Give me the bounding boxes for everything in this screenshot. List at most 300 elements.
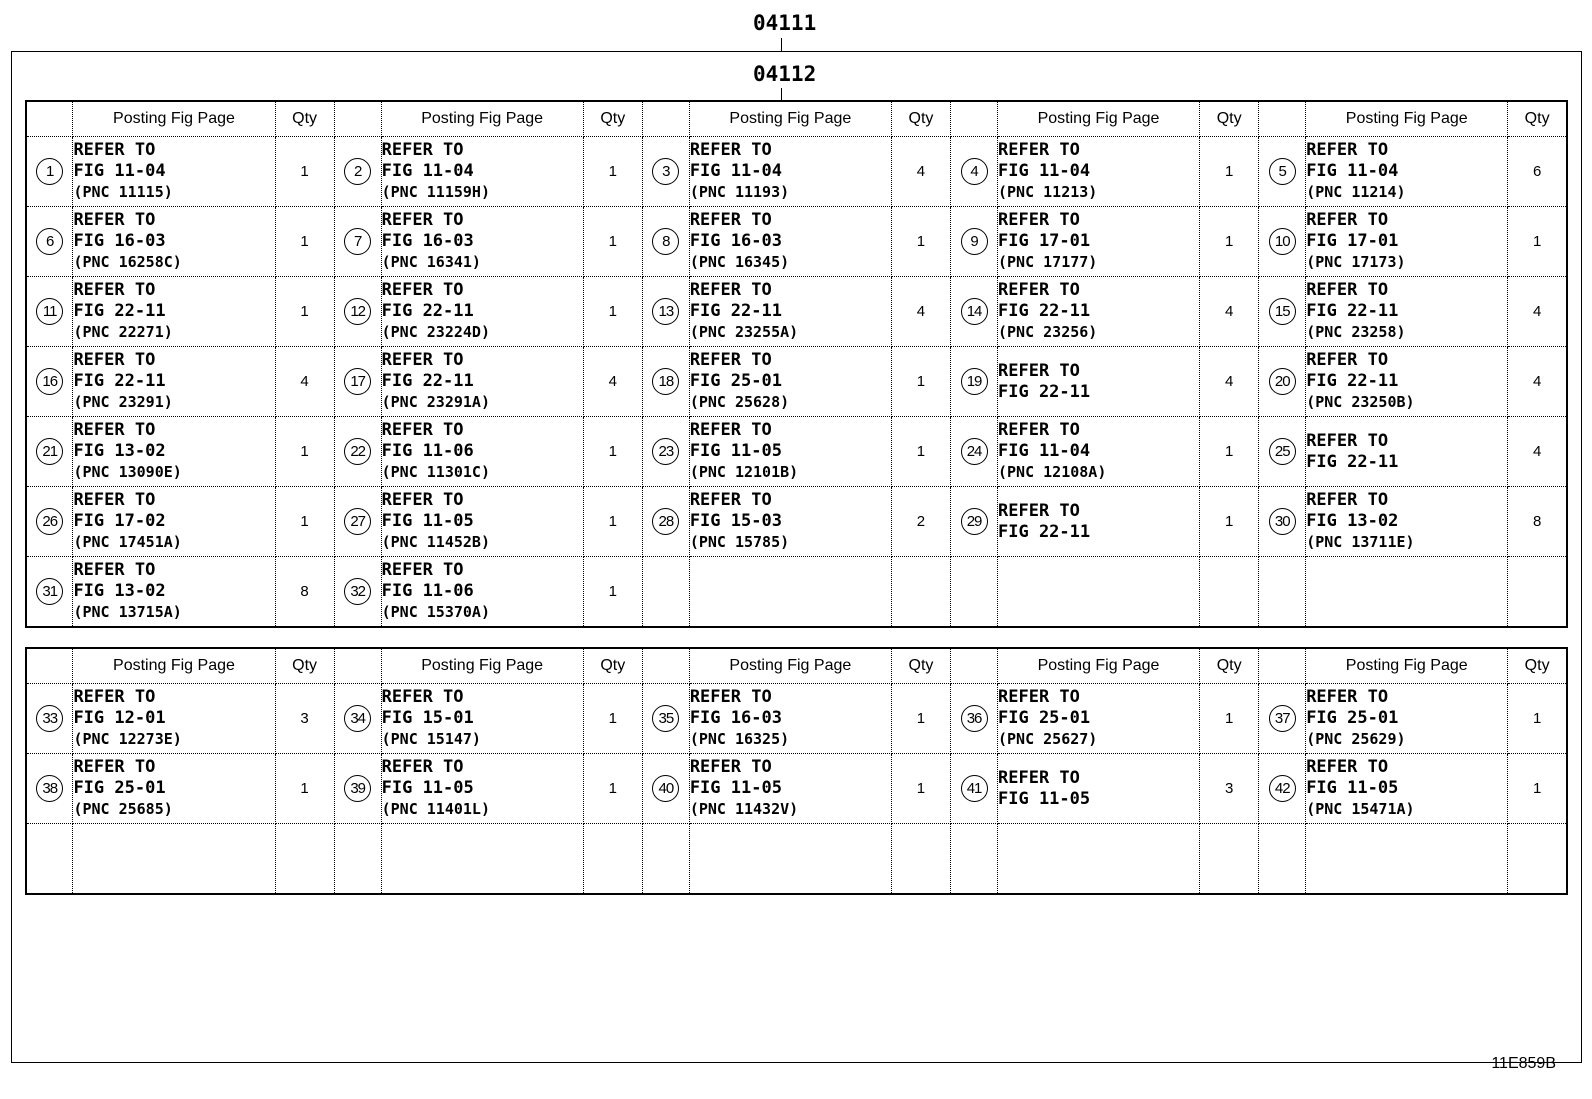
refer-to-text: REFER TO [1306,757,1389,777]
header-index-cell [26,101,73,137]
pnc-reference: (PNC 12273E) [73,730,182,748]
refer-to-text: REFER TO [998,500,1080,521]
header-qty: Qty [1508,101,1567,137]
pnc-reference: (PNC 11159H) [381,183,490,201]
pnc-reference: (PNC 23258) [1306,323,1406,341]
refer-to-text: REFER TO [689,420,772,440]
refer-to-text: REFER TO [381,280,464,300]
qty-cell: 1 [275,754,334,824]
refer-to-text: REFER TO [381,350,464,370]
posting-fig-page-cell [689,417,891,487]
callout-number-cell [951,487,998,557]
callout-number: 10 [1269,228,1296,255]
qty-cell: 1 [891,684,950,754]
refer-to-text: REFER TO [1306,140,1389,160]
callout-number-cell [26,207,73,277]
header-qty: Qty [275,101,334,137]
refer-to-text: REFER TO [381,757,464,777]
fig-reference: FIG 11-04 [73,161,166,181]
fig-reference: FIG 17-01 [1306,231,1399,251]
callout-number: 15 [1269,298,1296,325]
pnc-reference: (PNC 11214) [1306,183,1406,201]
callout-number-cell [334,487,381,557]
callout-number: 18 [652,368,679,395]
refer-to-text: REFER TO [998,210,1080,230]
pnc-reference: (PNC 16345) [689,253,790,271]
refer-to-text: REFER TO [689,210,772,230]
callout-number-cell [1259,557,1306,627]
fig-reference: FIG 13-02 [73,580,166,601]
qty-cell: 4 [1508,347,1567,417]
callout-number-cell [951,684,998,754]
callout-number: 30 [1269,508,1296,535]
qty-cell [1200,557,1259,627]
pnc-reference: (PNC 22271) [73,323,173,341]
table-header-row [26,101,1567,137]
callout-number-cell [951,137,998,207]
fig-reference: FIG 12-01 [73,708,166,728]
header-qty: Qty [1200,101,1259,137]
callout-number-cell [26,417,73,487]
header-posting-fig-page: Posting Fig Page [73,648,275,684]
callout-number-cell [334,824,381,894]
table-row [26,754,1567,824]
fig-reference: FIG 22-11 [381,371,474,391]
qty-cell: 1 [275,207,334,277]
refer-to-text: REFER TO [689,757,772,777]
posting-fig-page-cell [998,487,1200,557]
fig-reference: FIG 11-05 [689,441,782,461]
posting-fig-page-cell [689,137,891,207]
callout-number-cell [642,824,689,894]
qty-cell: 1 [583,754,642,824]
refer-to-text: REFER TO [73,210,156,230]
callout-number-cell [951,347,998,417]
callout-number-cell [334,137,381,207]
fig-reference: FIG 22-11 [1306,301,1399,321]
fig-reference: FIG 11-05 [381,511,474,531]
posting-fig-page-cell [689,557,891,627]
qty-cell: 1 [583,684,642,754]
table-row [26,207,1567,277]
callout-number-cell [951,824,998,894]
qty-cell: 1 [891,347,950,417]
posting-fig-page-cell [381,824,583,894]
header-qty: Qty [583,648,642,684]
posting-fig-page-cell [73,684,275,754]
fig-reference: FIG 22-11 [1306,371,1399,391]
posting-fig-page-cell [998,824,1200,894]
group-code-label: 04111 [753,11,817,35]
posting-fig-page-cell [689,487,891,557]
posting-fig-page-cell [1306,824,1508,894]
qty-cell: 1 [891,754,950,824]
illustration-code: 11E859B [1491,1055,1556,1072]
callout-number: 5 [1269,158,1296,185]
qty-cell: 1 [583,137,642,207]
posting-fig-page-cell [73,417,275,487]
header-posting-fig-page: Posting Fig Page [1306,648,1508,684]
header-qty: Qty [1200,648,1259,684]
fig-reference: FIG 16-03 [689,708,782,728]
callout-number: 12 [344,298,371,325]
posting-fig-page-cell [689,824,891,894]
fig-reference: FIG 11-06 [381,441,474,461]
fig-reference: FIG 25-01 [998,708,1091,728]
qty-cell: 1 [1200,207,1259,277]
callout-number-cell [951,417,998,487]
sub-code-label: 04112 [753,62,817,86]
posting-fig-page-cell [381,277,583,347]
posting-fig-page-cell [998,417,1200,487]
callout-number-cell [26,754,73,824]
qty-cell: 1 [1200,684,1259,754]
callout-number: 6 [36,228,63,255]
posting-fig-page-cell [381,557,583,627]
refer-to-text: REFER TO [73,350,156,370]
qty-cell: 1 [583,207,642,277]
pnc-reference: (PNC 11193) [689,183,790,201]
callout-number-cell [334,557,381,627]
table-row [26,137,1567,207]
qty-cell: 4 [1200,277,1259,347]
qty-cell: 1 [275,137,334,207]
posting-fig-page-cell [998,137,1200,207]
posting-fig-page-cell [381,137,583,207]
refer-to-text: REFER TO [1306,350,1389,370]
qty-cell: 4 [275,347,334,417]
pnc-reference: (PNC 11452B) [381,533,490,551]
posting-fig-page-cell [689,754,891,824]
posting-fig-page-cell [998,207,1200,277]
callout-number-cell [642,754,689,824]
fig-reference: FIG 22-11 [689,301,782,321]
qty-cell [1200,824,1259,894]
refer-to-text: REFER TO [689,687,772,707]
qty-cell: 4 [891,137,950,207]
pnc-reference: (PNC 11401L) [381,800,490,818]
callout-number: 38 [36,775,63,802]
pnc-reference: (PNC 11115) [73,183,173,201]
qty-cell [891,824,950,894]
refer-to-text: REFER TO [381,687,464,707]
qty-cell [1508,557,1567,627]
callout-number: 20 [1269,368,1296,395]
fig-reference: FIG 25-01 [73,778,166,798]
refer-to-text: REFER TO [1306,430,1389,451]
callout-number-cell [1259,824,1306,894]
header-posting-fig-page: Posting Fig Page [689,101,891,137]
refer-to-text: REFER TO [1306,687,1389,707]
refer-to-text: REFER TO [73,757,156,777]
qty-cell: 4 [583,347,642,417]
fig-reference: FIG 11-04 [998,441,1091,461]
pnc-reference: (PNC 17177) [998,253,1098,271]
fig-reference: FIG 13-02 [73,441,166,461]
refer-to-text: REFER TO [73,559,156,580]
callout-number: 22 [344,438,371,465]
qty-cell: 3 [275,684,334,754]
refer-to-text: REFER TO [73,140,156,160]
callout-number: 32 [344,578,371,605]
qty-cell: 4 [1508,417,1567,487]
qty-cell: 4 [1200,347,1259,417]
callout-number-cell [1259,137,1306,207]
callout-number: 9 [961,228,988,255]
fig-reference: FIG 11-04 [1306,161,1399,181]
fig-reference: FIG 11-06 [381,580,474,601]
posting-fig-page-cell [381,684,583,754]
header-qty: Qty [275,648,334,684]
callout-number-cell [642,347,689,417]
header-qty: Qty [891,648,950,684]
callout-number-cell [1259,277,1306,347]
fig-reference: FIG 11-04 [689,161,782,181]
qty-cell: 1 [275,417,334,487]
fig-reference: FIG 15-03 [689,511,782,531]
qty-cell [583,824,642,894]
header-index-cell [334,648,381,684]
header-index-cell [26,648,73,684]
refer-to-text: REFER TO [73,420,156,440]
callout-number-cell [642,277,689,347]
posting-fig-page-cell [1306,137,1508,207]
fig-reference: FIG 22-11 [381,301,474,321]
refer-to-text: REFER TO [73,280,156,300]
table-row [26,487,1567,557]
callout-number: 11 [36,298,63,325]
posting-fig-page-cell [1306,684,1508,754]
callout-number: 25 [1269,438,1296,465]
refer-to-text: REFER TO [998,420,1080,440]
fig-reference: FIG 16-03 [73,231,166,251]
qty-cell: 1 [1508,754,1567,824]
pnc-reference: (PNC 15370A) [381,602,490,621]
qty-cell: 8 [1508,487,1567,557]
callout-number: 28 [652,508,679,535]
posting-fig-page-cell [689,347,891,417]
pnc-reference: (PNC 15147) [381,730,481,748]
table-header-row [26,648,1567,684]
callout-number-cell [1259,207,1306,277]
pnc-reference: (PNC 13090E) [73,463,182,481]
callout-number-cell [642,684,689,754]
pnc-reference: (PNC 25627) [998,730,1098,748]
refer-to-text: REFER TO [73,490,156,510]
qty-cell: 1 [1508,207,1567,277]
qty-cell: 1 [1200,487,1259,557]
callout-number: 2 [344,158,371,185]
posting-fig-page-cell [381,487,583,557]
pnc-reference: (PNC 16341) [381,253,481,271]
callout-number: 40 [652,775,679,802]
table-row [26,684,1567,754]
pnc-reference: (PNC 23291) [73,393,173,411]
pnc-reference: (PNC 12108A) [998,463,1107,481]
qty-cell: 2 [891,487,950,557]
pnc-reference: (PNC 23291A) [381,393,490,411]
fig-reference: FIG 22-11 [998,381,1091,402]
posting-fig-page-cell [1306,557,1508,627]
fig-reference: FIG 11-04 [998,161,1091,181]
pnc-reference: (PNC 17451A) [73,533,182,551]
callout-number: 37 [1269,705,1296,732]
callout-number-cell [951,557,998,627]
qty-cell: 1 [891,207,950,277]
fig-reference: FIG 11-04 [381,161,474,181]
pnc-reference: (PNC 12101B) [689,463,799,481]
qty-cell: 1 [275,487,334,557]
callout-number: 33 [36,705,63,732]
fig-reference: FIG 25-01 [689,371,782,391]
callout-number-cell [642,557,689,627]
callout-number: 35 [652,705,679,732]
qty-cell: 1 [583,557,642,627]
pnc-reference: (PNC 25628) [689,393,790,411]
callout-number: 39 [344,775,371,802]
posting-fig-page-cell [1306,487,1508,557]
posting-fig-page-cell [998,277,1200,347]
callout-number-cell [1259,754,1306,824]
qty-cell: 1 [1200,417,1259,487]
posting-fig-page-cell [73,347,275,417]
fig-reference: FIG 11-05 [381,778,474,798]
posting-fig-page-cell [689,277,891,347]
callout-number: 8 [652,228,679,255]
refer-to-text: REFER TO [1306,210,1389,230]
pnc-reference: (PNC 23255A) [689,323,799,341]
pnc-reference: (PNC 11432V) [689,800,799,818]
qty-cell: 1 [1508,684,1567,754]
fig-reference: FIG 22-11 [1306,451,1399,472]
refer-to-text: REFER TO [998,360,1080,381]
posting-fig-page-cell [381,207,583,277]
callout-number: 14 [961,298,988,325]
posting-fig-page-cell [1306,277,1508,347]
posting-fig-page-cell [73,137,275,207]
posting-fig-page-cell [998,347,1200,417]
fig-reference: FIG 16-03 [689,231,782,251]
refer-to-text: REFER TO [998,140,1080,160]
callout-number: 3 [652,158,679,185]
callout-number-cell [26,824,73,894]
callout-number-cell [1259,684,1306,754]
table-row [26,417,1567,487]
refer-to-text: REFER TO [998,280,1080,300]
refer-to-text: REFER TO [381,420,464,440]
header-posting-fig-page: Posting Fig Page [689,648,891,684]
header-index-cell [1259,648,1306,684]
posting-fig-page-cell [998,684,1200,754]
callout-number-cell [26,347,73,417]
fig-reference: FIG 22-11 [998,301,1091,321]
qty-cell: 1 [275,277,334,347]
parts-table-lower [25,647,1568,895]
qty-cell: 8 [275,557,334,627]
callout-number: 7 [344,228,371,255]
qty-cell: 1 [583,277,642,347]
fig-reference: FIG 16-03 [381,231,474,251]
posting-fig-page-cell [73,824,275,894]
pnc-reference: (PNC 23224D) [381,323,490,341]
refer-to-text: REFER TO [73,687,156,707]
header-posting-fig-page: Posting Fig Page [73,101,275,137]
posting-fig-page-cell [73,487,275,557]
header-posting-fig-page: Posting Fig Page [381,101,583,137]
header-index-cell [951,648,998,684]
callout-number-cell [334,277,381,347]
group-code-leader [781,38,782,51]
header-posting-fig-page: Posting Fig Page [998,648,1200,684]
qty-cell: 3 [1200,754,1259,824]
refer-to-text: REFER TO [689,350,772,370]
callout-number-cell [642,417,689,487]
header-qty: Qty [1508,648,1567,684]
pnc-reference: (PNC 16325) [689,730,790,748]
callout-number-cell [334,207,381,277]
pnc-reference: (PNC 15785) [689,533,790,551]
posting-fig-page-cell [689,207,891,277]
posting-fig-page-cell [381,417,583,487]
fig-reference: FIG 22-11 [998,521,1091,542]
qty-cell: 4 [891,277,950,347]
callout-number: 4 [961,158,988,185]
refer-to-text: REFER TO [381,140,464,160]
header-index-cell [642,101,689,137]
callout-number: 16 [36,368,63,395]
callout-number: 24 [961,438,988,465]
callout-number: 17 [344,368,371,395]
refer-to-text: REFER TO [689,280,772,300]
fig-reference: FIG 22-11 [73,371,166,391]
qty-cell: 1 [891,417,950,487]
posting-fig-page-cell [1306,207,1508,277]
callout-number-cell [642,207,689,277]
callout-number-cell [951,754,998,824]
posting-fig-page-cell [1306,754,1508,824]
header-index-cell [1259,101,1306,137]
callout-number-cell [26,684,73,754]
callout-number-cell [334,684,381,754]
callout-number: 36 [961,705,988,732]
pnc-reference: (PNC 16258C) [73,253,182,271]
callout-number-cell [26,487,73,557]
fig-reference: FIG 17-02 [73,511,166,531]
table-row [26,277,1567,347]
table-row [26,824,1567,894]
callout-number-cell [1259,347,1306,417]
table-row [26,347,1567,417]
qty-cell: 1 [1200,137,1259,207]
fig-reference: FIG 11-05 [998,788,1091,809]
callout-number: 1 [36,158,63,185]
fig-reference: FIG 15-01 [381,708,474,728]
callout-number-cell [642,487,689,557]
refer-to-text: REFER TO [998,767,1080,788]
callout-number-cell [1259,417,1306,487]
fig-reference: FIG 13-02 [1306,511,1399,531]
posting-fig-page-cell [381,347,583,417]
callout-number: 19 [961,368,988,395]
qty-cell [1508,824,1567,894]
fig-reference: FIG 22-11 [73,301,166,321]
callout-number: 42 [1269,775,1296,802]
callout-number: 29 [961,508,988,535]
pnc-reference: (PNC 23250B) [1306,393,1415,411]
header-posting-fig-page: Posting Fig Page [1306,101,1508,137]
callout-number-cell [26,137,73,207]
posting-fig-page-cell [998,754,1200,824]
